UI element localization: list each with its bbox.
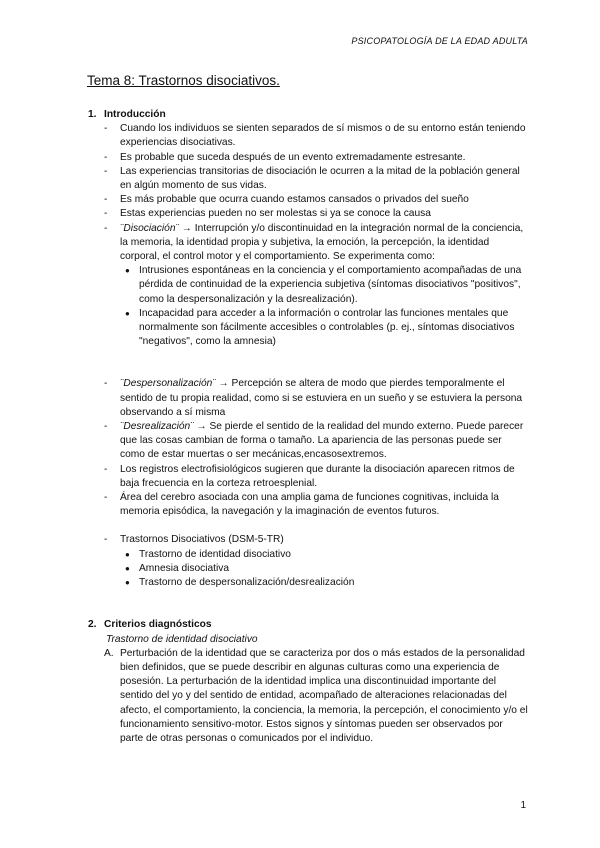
list-item: - Área del cerebro asociada con una amplia gama de funciones cognitivas, incluida la memoria episódica, la navegación y la imaginación de eventos futuros.: [120, 491, 528, 519]
list-item-disociacion: [120, 222, 528, 350]
criterion-text: Perturbación de la identidad que se caracteriza por dos o más estados de la personalidad bien definidos, que se puede describir en algunas culturas como una experiencia de posesión. La perturbación de la identidad implica una discontinuidad importante del sentido del yo y del sentido de entidad, acompañado de alteraciones relacionadas del afecto, el comportamiento, la conciencia, la memoria, la percepción, el conocimiento y/o el funcionamiento sensitivo-motor. Estos signos y síntomas pueden ser observados por parte de otras personas o comunicados por el individuo.: [120, 647, 528, 744]
section-heading-criterios: [88, 618, 528, 632]
subsection-heading: Trastorno de identidad disociativo: [106, 633, 258, 645]
section-number: 1.: [88, 109, 97, 120]
term-desrealizacion: ¨Desrealización¨: [120, 421, 194, 433]
criterion-a: [104, 647, 528, 746]
document-body: [88, 108, 528, 746]
criteria-list: [88, 647, 528, 746]
dsm-list: [88, 533, 528, 590]
bullet-item: ● Trastorno de identidad disociativo: [139, 548, 528, 562]
criterion-letter: A.: [104, 647, 114, 659]
list-item-desrealizacion: [120, 420, 528, 463]
section-number: 2.: [88, 619, 97, 631]
term-disociacion: ¨Disociación¨: [120, 222, 179, 234]
bullet-item: ● Amnesia disociativa: [139, 562, 528, 576]
bullet-item: ● Intrusiones espontáneas en la conciencia y el comportamiento acompañadas de una pérdida de continuidad de la experiencia subjetiva (síntomas disociativos "positivos", como la despersonalización y la desrealización).: [139, 264, 528, 307]
page-number: 1: [520, 800, 526, 811]
term-despersonalizacion: ¨Despersonalización¨: [120, 378, 216, 390]
terms-list: [88, 377, 528, 519]
list-item: - Es probable que suceda después de un evento extremadamente estresante.: [120, 151, 528, 165]
section-title: Introducción: [104, 109, 166, 120]
list-item: - Cuando los individuos se sienten separados de sí mismos o de su entorno están teniendo experiencias disociativas.: [120, 122, 528, 150]
list-item: - Las experiencias transitorias de disociación le ocurren a la mitad de la población general en algún momento de sus vidas.: [120, 165, 528, 193]
spacer: [88, 349, 528, 377]
section-heading-introduccion: [88, 108, 528, 122]
intro-list: [88, 122, 528, 349]
running-header: PSICOPATOLOGÍA DE LA EDAD ADULTA: [351, 36, 528, 46]
definition-disociacion: → Interrupción y/o discontinuidad en la integración normal de la conciencia, la memoria, la identidad propia y subjetiva, la emoción, la percepción, la identidad corporal, el control motor y el comportamiento. Se experimenta como:: [120, 222, 524, 263]
bullet-item: ● Trastorno de despersonalización/desrealización: [139, 576, 528, 590]
section-title: Criterios diagnósticos: [104, 619, 212, 631]
spacer: [88, 519, 528, 533]
list-item-dsm: [120, 533, 528, 590]
list-item: - Estas experiencias pueden no ser molestas si ya se conoce la causa: [120, 207, 528, 221]
list-item: - Es más probable que ocurra cuando estamos cansados o privados del sueño: [120, 193, 528, 207]
dsm-bullets: [120, 548, 528, 591]
definition-desrealizacion: → Se pierde el sentido de la realidad del mundo externo. Puede parecer que las cosas cambian de forma o tamaño. La apariencia de las personas puede ser como de estar muertas o ser mecánicas,encasosextremos.: [120, 421, 524, 461]
dsm-label: Trastornos Disociativos (DSM-5-TR): [120, 534, 284, 546]
list-item: - Los registros electrofisiológicos sugieren que durante la disociación aparecen ritmos de baja frecuencia en la corteza retroesplenial.: [120, 463, 528, 491]
list-item-despersonalizacion: [120, 377, 528, 420]
disociacion-bullets: [120, 264, 528, 349]
document-title: Tema 8: Trastornos disociativos.: [87, 73, 280, 88]
definition-despersonalizacion: → Percepción se altera de modo que pierdes temporalmente el sentido de tu propia realidad, como si se estuviera en un sueño y se estuviera la persona observando a sí misma: [120, 378, 523, 418]
spacer: [88, 590, 528, 618]
bullet-item: ● Incapacidad para acceder a la información o controlar las funciones mentales que normalmente son fácilmente accesibles o controlables (p. ej., síntomas disociativos "negativos", como la amnesia): [139, 307, 528, 350]
